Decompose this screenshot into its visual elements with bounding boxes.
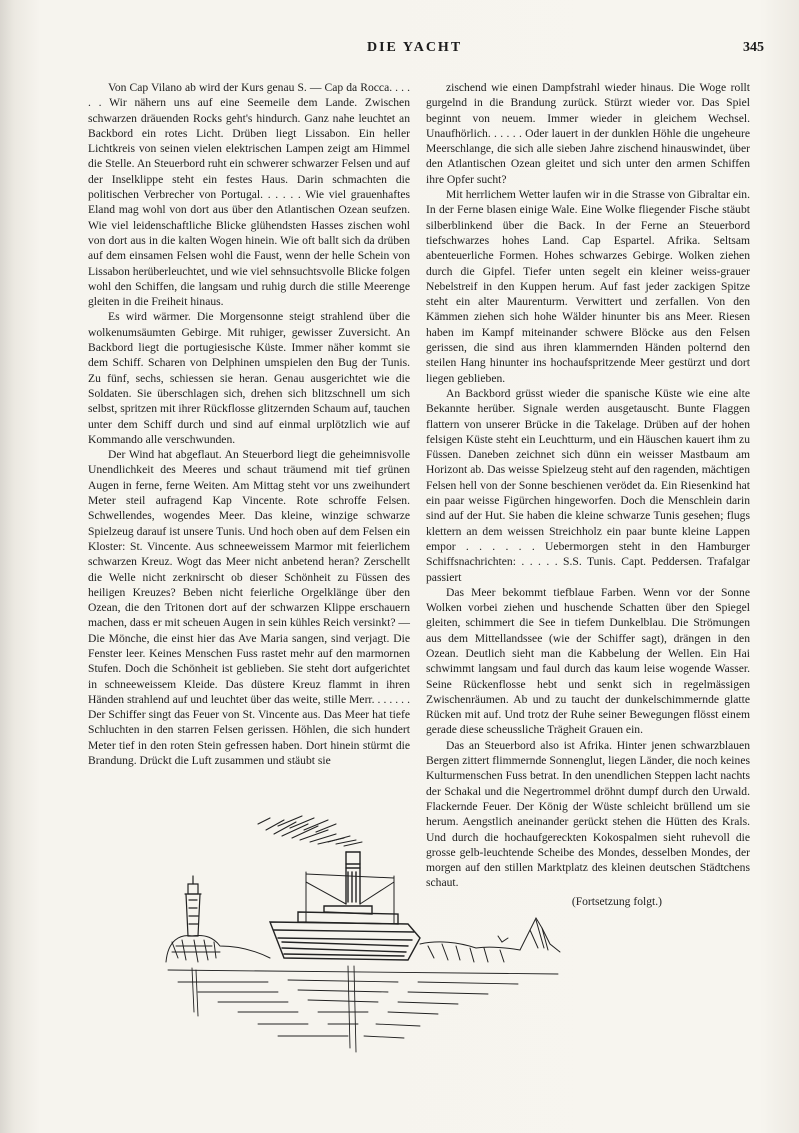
running-head (0, 40, 799, 60)
continued-note: (Fortsetzung folgt.) (571, 894, 662, 908)
left-rock (166, 935, 270, 962)
journal-title: DIE YACHT (367, 40, 463, 55)
paragraph: Von Cap Vilano ab wird der Kurs genau S. — Cap da Rocca. . . . . . Wir nähern uns auf eine Seemeile dem Lande. Zwischen schwarzen dräuenden Rocks geht's hindurch. Ganz nahe leuchtet an Backbord ein rotes Licht. Drüben liegt Lissabon. Ein heller Lichtkreis von seinen vielen elektrischen Lampen zeigt am Himmel die Stelle. An Steuerbord ruht ein schwerer schwarzer Felsen und auf der Inselklippe steht ein festes Haus. Darin schmachten die politischen Verbrecher von Portugal. . . . . . Wie viel grauenhaftes Eland mag wohl von dort aus über den Atlantischen Ozean seufzen. Wie viel leidenschaftliche Blicke glühendsten Hasses zischen wohl von dort aus in die kalten Wogen hinein. Wie oft ballt sich da drüben auf dem einsamen Felsen wohl die Faust, wenn der helle Schein von Lissabon herüberleuchtet, und wie viel sehnsuchtsvolle Blicke folgen wohl den Schiffen, die langsam und ruhig durch die stille Meerenge gleiten in die Freiheit hinaus. (88, 81, 410, 309)
article-column-left (88, 80, 410, 768)
lighthouse (185, 876, 201, 936)
steamship-illustration (158, 812, 588, 1062)
ship-hull (270, 906, 420, 960)
water-reflections (168, 966, 558, 1052)
paragraph: Es wird wärmer. Die Morgensonne steigt strahlend über die wolkenumsäumten Gebirge. Mit ruhiger, gewisser Zuversicht. An Backbord liegt die portugiesische Küste. Immer näher kommt sie dem Schiff. Scharen von Delphinen umspielen den Bug der Tunis. Zu fünf, sechs, schiessen sie heran. Genau ausgerichtet wie die Soldaten. Sie überschlagen sich, drehen sich blitzschnell um sich selbst, spritzen mit ihrer Rückflosse glitzernden Schaum auf, tauchen unter dem Schiff durch und sind auf einmal urplötzlich wie auf Kommando alle verschwunden. (88, 310, 410, 446)
page-number: 345 (743, 40, 764, 55)
paragraph: zischend wie einen Dampfstrahl wieder hinaus. Die Woge rollt gurgelnd in die Brandung zurück. Stürzt wieder vor. Das Spiel beginnt von neuem. Immer wieder in gleichem Wechsel. Unaufhörlich. . . . . . Oder lauert in der dunklen Höhle die ungeheure Meerschlange, die sich alle sieben Jahre zischend hinauswindet, über den Atlantischen Ozean gleitet und sich unter den armen Schiffen ihre Opfer sucht? (426, 81, 750, 186)
paragraph: Der Wind hat abgeflaut. An Steuerbord liegt die geheimnisvolle Unendlichkeit des Meeres und schaut träumend mit tief grünen Augen in ferne, ferne Weiten. Am Mittag steht vor uns zweihundert Meter steil aufragend Kap Vincente. Rote schroffe Felsen. Schwellendes, wogendes Meer. Das kleine, winzige schwarze Spielzeug darauf ist unsere Tunis. Und hoch oben auf dem Felsen ein Kloster: St. Vincente. Aus schneeweissem Marmor mit feierlichem schwarzen Kreuz. Wogt das Meer nicht anbetend heran? Zerschellt die Welle nicht zerknirscht ob dieser Schönheit zu Füssen des heiligen Kreuzes? Beben nicht feierliche Orgelklänge über den Ozean, die den Tritonen dort auf der schwarzen Klippe erschauern machen, dass er mit scheuen Augen in sein kühles Reich versinkt? — Die Mönche, die einst hier das Ave Maria sangen, sind verjagt. Die Fenster leer. Keines Menschen Fuss rastet mehr auf den marmornen Stufen. Doch die Schönheit ist geblieben. Sie steht dort aufgerichtet in schneeweissem Kleide. Das düstere Kreuz flammt in ihren Händen strahlend auf und leuchtet über das weite, stille Merr. . . . . . . Der Schiffer singt das Feuer von St. Vincente aus. Das Meer hat tiefe Schluchten in den starren Felsen gerissen. Höhlen, die sich hundert Meter tief in den roten Stein gefressen haben. Dort hinein stürmt die Brandung. Drückt die Luft zusammen und stäubt sie (88, 448, 410, 768)
paragraph: Das an Steuerbord also ist Afrika. Hinter jenen schwarzblauen Bergen zittert flimmernde Sonnenglut, liegen Länder, die noch keines Kulturmenschen Fuss betrat. In den unendlichen Steppen lacht nachts der Schakal und die Negertrommel dröhnt dumpf durch den Urwald. Flackernde Feuer. Der König der Wüste schleicht brüllend um sie herum. Aengstlich aneinander gerückt stehen die Hütten des Krals. Und durch die hochaufgereckten Kokospalmen sieht ruhevoll die grosse gelb-leuchtende Scheibe des Mondes, desselben Mondes, der morgen auf den stillen Marktplatz des kleinen deutschen Städtchens schaut. (426, 738, 750, 890)
paragraph: Mit herrlichem Wetter laufen wir in die Strasse von Gibraltar ein. In der Ferne blasen einige Wale. Eine Wolke fliegender Fische stäubt silberblinkend über die Back. In der Ferne an Steuerbord tiefschwarzes hohes Land. Cap Espartel. Afrika. Seltsam abenteuerliche Formen. Hohes schwarzes Gebirge. Wolken ziehen durch die Gipfel. Tiefer unten segelt ein kleiner weiss-grauer Nebelstreif in den Kuppen herum. Auf fast jeder zackigen Spitze steht ein alter Maurenturm. Verwittert und zerfallen. Von den Kämmen ziehen sich hohe Wälder hinunter bis ans Meer. Riesen haben im Kampf miteinander schwere Blöcke aus den Felsen gerissen, die sind aus ihren klammernden Händen polternd den steilen Hang hinunter ins hochaufspritzende Meer gestürzt und dort liegen geblieben. (426, 188, 750, 385)
smoke-plume (258, 816, 362, 846)
ship-masts (306, 872, 394, 924)
paragraph: An Backbord grüsst wieder die spanische Küste wie eine alte Bekannte herüber. Signale werden ausgetauscht. Bunte Flaggen flattern von unserer Brücke in die Takelage. Drüben auf der hohen felsigen Küste steht ein Leuchtturm, und ein Häuschen kauert ihm zu Füssen. Daneben zeichnet sich dünn ein weisser Mastbaum am Horizont ab. Das weisse Spielzeug steht auf den ragenden, mächtigen Felsen hell von der Sonne beschienen verödet da. Ein Riesenkind hat ein paar weisse Figürchen hingeworfen. Doch die Menschlein darin sind auf der Hut. Sie haben die kleine schwarze Tunis gesehen; flugs klettern an dem weissen Streichholz ein paar bunte kleine Lappen empor . . . . . . Uebermorgen steht in den Hamburger Schiffsnachrichten: . . . . . S.S. Tunis. Capt. Peddersen. Trafalgar passiert (426, 386, 750, 584)
right-coast (420, 918, 560, 962)
paragraph: Das Meer bekommt tiefblaue Farben. Wenn vor der Sonne Wolken vorbei ziehen und huschende Schatten über den Spiegel gleiten, schimmert die See in tiefem Dunkelblau. Die Strömungen aus dem Mittellandssee (wie der Schiffer sagt), drängen in den Ozean. Deutlich sieht man die Kabbelung der Wellen. Ein Hai schwimmt langsam und faul durch das kaum leise wogende Wasser. Seine Rückenflosse hebt und senkt sich in regelmässigen Zwischenräumen. Ab und zu taucht der dunkelschimmernde glatte Rücken mit auf. Und trotz der Ruhe seiner Bewegungen flösst einem gerade diese scheussliche Trägheit Grauen ein. (426, 585, 750, 737)
article-column-right (426, 80, 750, 909)
ship-funnel (346, 852, 360, 904)
